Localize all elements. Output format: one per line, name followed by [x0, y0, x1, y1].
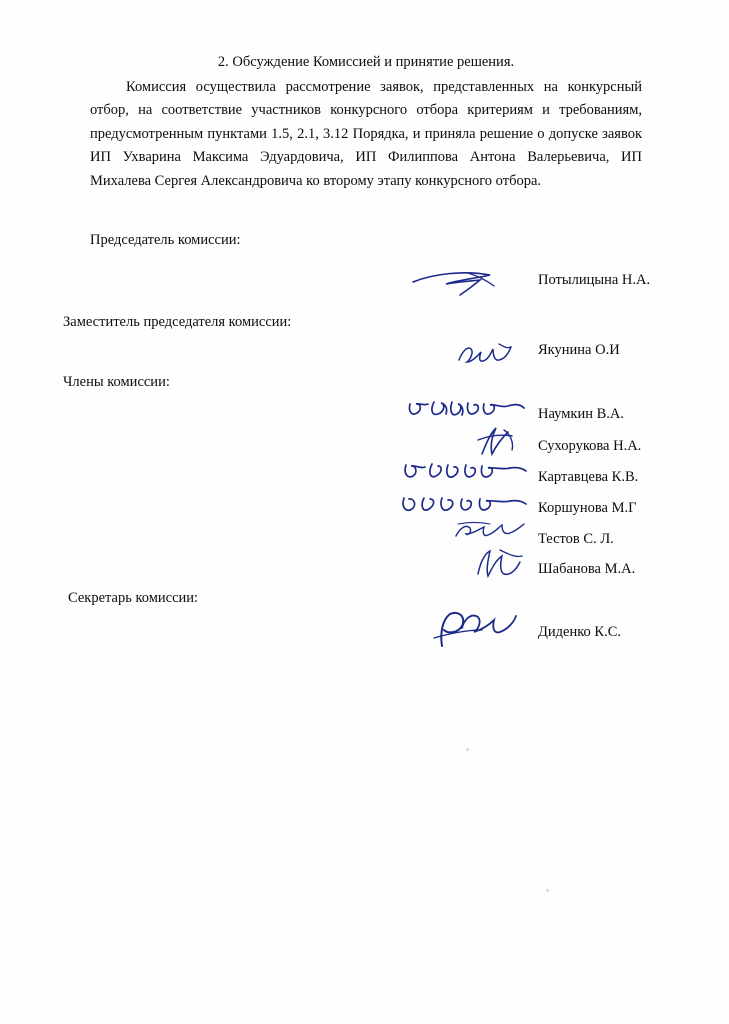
- role-label-members: Члены комиссии:: [63, 374, 170, 390]
- signatory-name-korshunova: Коршунова М.Г: [538, 500, 637, 516]
- signature-suhorukova: [470, 424, 530, 458]
- signature-yakunina: [455, 340, 521, 370]
- decision-paragraph: Комиссия осуществила рассмотрение заявок, представленных на конкурсный отбор, на соответствие участников конкурсного отбора критериям и требованиям, предусмотренным пунктами 1.5, 2.1, 3.12 Порядка, и приняла решение о допуске заявок ИП Ухварина Максима Эдуардовича, ИП Филиппова Антона Валерьевича, ИП Михалева Сергея Александровича ко второму этапу конкурсного отбора.: [90, 78, 642, 189]
- scan-artifact-mark: [466, 748, 469, 751]
- signatory-name-potylicyna: Потылицына Н.А.: [538, 272, 651, 288]
- signatory-name-shabanova: Шабанова М.А.: [538, 561, 636, 577]
- signature-naumkin-vacation-note: [404, 394, 532, 424]
- signatory-name-kartavceva: Картавцева К.В.: [538, 469, 639, 485]
- signature-potylicyna: [408, 264, 518, 298]
- document-body: [90, 52, 642, 193]
- role-label-secretary: Секретарь комиссии:: [68, 590, 199, 606]
- signatory-name-suhorukova: Сухорукова Н.А.: [538, 438, 642, 454]
- signature-shabanova: [470, 548, 532, 580]
- signatory-name-didenko: Диденко К.С.: [538, 624, 621, 640]
- signatory-name-testov: Тестов С. Л.: [538, 531, 614, 547]
- signature-kartavceva-vacation-note: [400, 457, 530, 485]
- role-label-chairman: Председатель комиссии:: [90, 232, 241, 248]
- signature-korshunova-vacation-note: [398, 490, 530, 518]
- role-label-deputy-chairman: Заместитель председателя комиссии:: [63, 314, 292, 330]
- section-title: 2. Обсуждение Комиссией и принятие решения.: [217, 54, 515, 70]
- signature-testov: [452, 520, 528, 544]
- scan-artifact-mark: [546, 889, 549, 892]
- signatory-name-yakunina: Якунина О.И: [538, 342, 620, 358]
- signatory-name-naumkin: Наумкин В.А.: [538, 406, 624, 422]
- signature-didenko: [424, 608, 520, 652]
